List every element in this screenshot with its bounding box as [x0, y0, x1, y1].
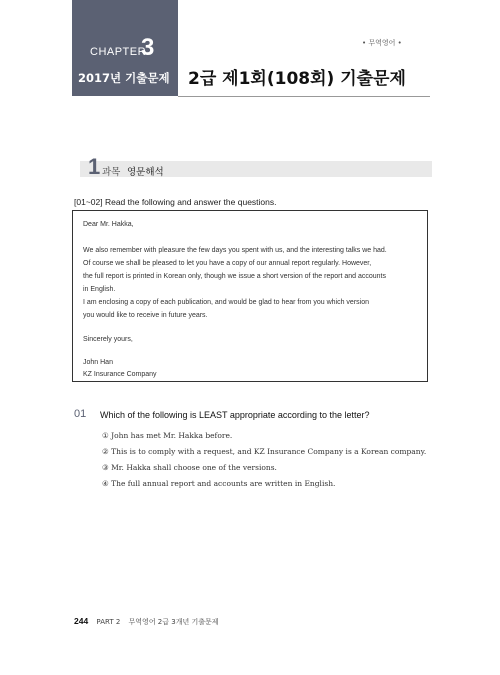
- letter-salutation: Dear Mr. Hakka,: [83, 221, 134, 228]
- letter-box: [72, 210, 428, 382]
- letter-line: Of course we shall be pleased to let you have a copy of our annual report regularly. However,: [83, 260, 372, 267]
- section-title: 영문해석: [127, 167, 164, 178]
- question-text: Which of the following is LEAST appropriate according to the letter?: [100, 410, 370, 420]
- letter-signer-name: John Han: [83, 359, 113, 366]
- chapter-number: 3: [141, 34, 155, 61]
- letter-line: you would like to receive in future years.: [83, 312, 208, 319]
- answer-option[interactable]: ① John has met Mr. Hakka before.: [102, 431, 233, 440]
- answer-option[interactable]: ③ Mr. Hakka shall choose one of the versions.: [102, 463, 277, 472]
- answer-option[interactable]: ④ The full annual report and accounts are written in English.: [102, 479, 336, 488]
- section-label: 과목: [102, 167, 121, 178]
- category-tag: • 무역영어 •: [362, 39, 402, 47]
- chapter-subtitle: 2017년 기출문제: [78, 71, 170, 85]
- section-number: 1: [88, 154, 101, 179]
- instruction-text: [01~02] Read the following and answer the questions.: [74, 197, 277, 207]
- letter-line: the full report is printed in Korean only, though we issue a short version of the report and accounts: [83, 273, 386, 280]
- footer-breadcrumb: 무역영어 2급 3개년 기출문제: [128, 618, 219, 626]
- letter-line: I am enclosing a copy of each publication, and would be glad to hear from you which version: [83, 299, 370, 306]
- header-divider: [178, 96, 430, 97]
- letter-closing: Sincerely yours,: [83, 336, 133, 343]
- page-footer: [74, 616, 219, 627]
- chapter-badge: [72, 0, 178, 96]
- answer-option[interactable]: ② This is to comply with a request, and KZ Insurance Company is a Korean company.: [102, 447, 427, 456]
- page-number: 244: [74, 616, 89, 626]
- page-title: 2급 제1회(108회) 기출문제: [188, 69, 406, 89]
- chapter-word: CHAPTER: [90, 46, 147, 58]
- letter-signer-company: KZ Insurance Company: [83, 371, 157, 378]
- letter-line: in English.: [83, 286, 116, 293]
- letter-line: We also remember with pleasure the few days you spent with us, and the interesting talks we had.: [83, 247, 387, 254]
- question-number: 01: [74, 408, 87, 420]
- footer-part: PART 2: [96, 618, 121, 626]
